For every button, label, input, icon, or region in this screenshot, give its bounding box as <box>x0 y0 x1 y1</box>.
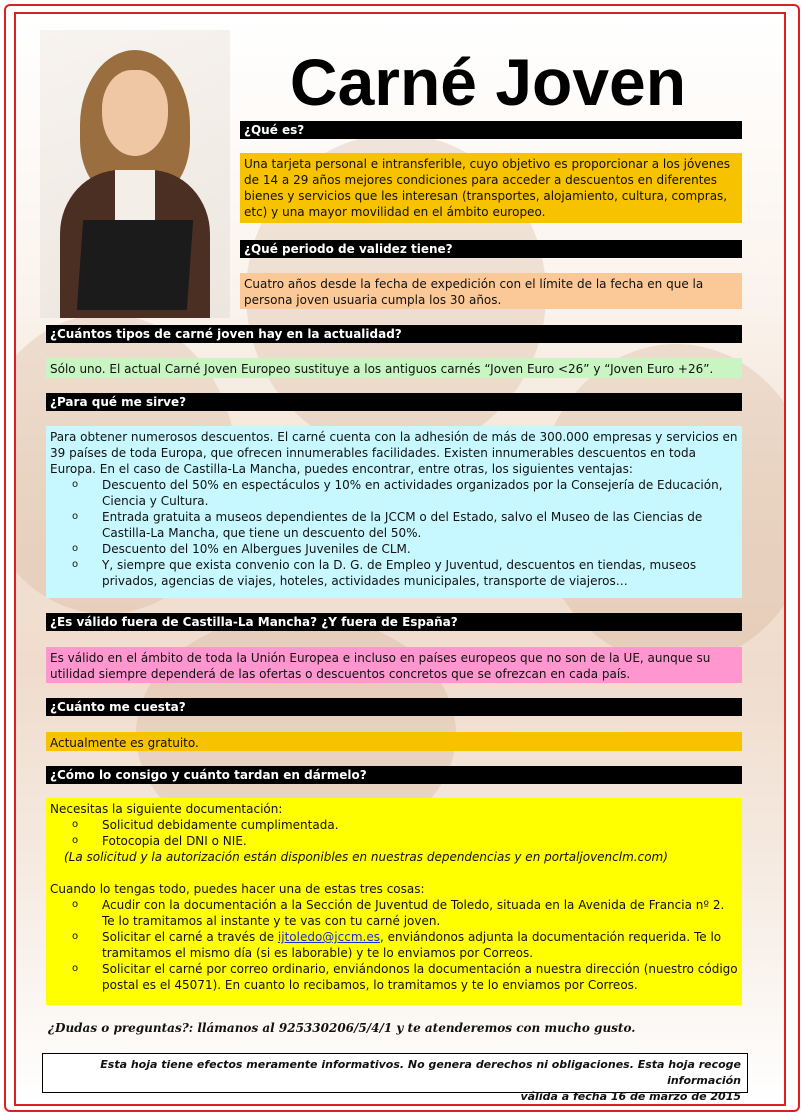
contact-line: ¿Dudas o preguntas?: llámanos al 925330206/5/4/1 y te atenderemos con mucho gusto. <box>48 1021 636 1035</box>
disclaimer-line-1: Esta hoja tiene efectos meramente informativos. No genera derechos ni obligaciones. Esta hoja recoge información <box>100 1058 741 1087</box>
list-item: o Entrada gratuita a museos dependientes de la JCCM o del Estado, salvo el Museo de las Ciencias de Castilla-La Mancha, que tiene un descuento del 50%. <box>72 510 703 540</box>
list-item: o Descuento del 10% en Albergues Juveniles de CLM. <box>72 542 411 556</box>
section-heading-que-es: ¿Qué es? <box>240 121 742 139</box>
section-heading-para-que: ¿Para qué me sirve? <box>46 393 742 411</box>
docs-note: (La solicitud y la autorización están disponibles en nuestras dependencias y en portaljovenclm.com) <box>64 850 668 864</box>
section-text-tipos: Sólo uno. El actual Carné Joven Europeo sustituye a los antiguos carnés “Joven Euro <26” y “Joven Euro +26”. <box>46 358 742 378</box>
section-heading-validez: ¿Qué periodo de validez tiene? <box>240 240 742 258</box>
section-text-validez: Cuatro años desde la fecha de expedición con el límite de la fecha en que la persona joven usuaria cumpla los 30 años. <box>240 273 742 309</box>
section-box-como <box>46 798 742 1005</box>
disclaimer-box <box>42 1053 748 1103</box>
page-title: Carné Joven <box>289 45 687 119</box>
list-item: o Solicitar el carné por correo ordinario, enviándonos la documentación a nuestra dirección (nuestro código postal es el 45071). En cuanto lo recibamos, lo tramitamos y te lo enviamos por Correos. <box>72 962 738 992</box>
section-heading-como: ¿Cómo lo consigo y cuánto tardan en dármelo? <box>46 766 742 784</box>
list-item: o Solicitud debidamente cumplimentada. <box>72 818 339 832</box>
ventajas-list <box>50 477 738 589</box>
docs-intro: Necesitas la siguiente documentación: <box>50 802 283 816</box>
docs-list <box>50 817 738 849</box>
list-item: o Solicitar el carné a través de ijtoledo@jccm.es, enviándonos adjunta la documentación requerida. Te lo tramitamos el mismo día (si es laborable) y te lo enviamos por Correos. <box>72 930 722 960</box>
section-box-para-que <box>46 426 742 598</box>
list-item: o Acudir con la documentación a la Sección de Juventud de Toledo, situada en la Avenida de Francia nº 2. Te lo tramitamos al instante y te vas con tu carné joven. <box>72 898 725 928</box>
young-woman-photo <box>40 30 230 318</box>
section-heading-cuesta: ¿Cuánto me cuesta? <box>46 698 742 716</box>
section-heading-fuera: ¿Es válido fuera de Castilla-La Mancha? ¿Y fuera de España? <box>46 613 742 631</box>
disclaimer-line-2: válida a fecha 16 de marzo de 2015 <box>520 1090 741 1103</box>
list-item: o Fotocopia del DNI o NIE. <box>72 834 247 848</box>
section-text-fuera: Es válido en el ámbito de toda la Unión Europea e incluso en países europeos que no son de la UE, aunque su utilidad siempre dependerá de las ofertas o descuentos concretos que se ofrezcan en cada país. <box>46 647 742 683</box>
section-heading-tipos: ¿Cuántos tipos de carné joven hay en la actualidad? <box>46 325 742 343</box>
list-item: o Descuento del 50% en espectáculos y 10% en actividades organizados por la Consejería de Educación, Ciencia y Cultura. <box>72 478 723 508</box>
options-intro: Cuando lo tengas todo, puedes hacer una de estas tres cosas: <box>50 882 425 896</box>
options-list <box>50 897 738 993</box>
section-text-para-que: Para obtener numerosos descuentos. El carné cuenta con la adhesión de más de 300.000 empresas y servicios en 39 países de toda Europa, que ofrecen innumerables facilidades. Existen innumerables descuentos en toda Europa. En el caso de Castilla-La Mancha, puedes encontrar, entre otras, los siguientes ventajas: <box>50 430 738 476</box>
email-link[interactable]: ijtoledo@jccm.es <box>277 930 380 944</box>
list-item: o Y, siempre que exista convenio con la D. G. de Empleo y Juventud, descuentos en tiendas, museos privados, agencias de viajes, hoteles, actividades municipales, transporte de viajeros… <box>72 558 697 588</box>
section-text-cuesta: Actualmente es gratuito. <box>46 732 742 751</box>
section-text-que-es: Una tarjeta personal e intransferible, cuyo objetivo es proporcionar a los jóvenes de 14 a 29 años mejores condiciones para acceder a descuentos en diferentes bienes y servicios que les interesan (transportes, alojamiento, cultura, compras, etc) y una mayor movilidad en el ámbito europeo. <box>240 153 742 223</box>
